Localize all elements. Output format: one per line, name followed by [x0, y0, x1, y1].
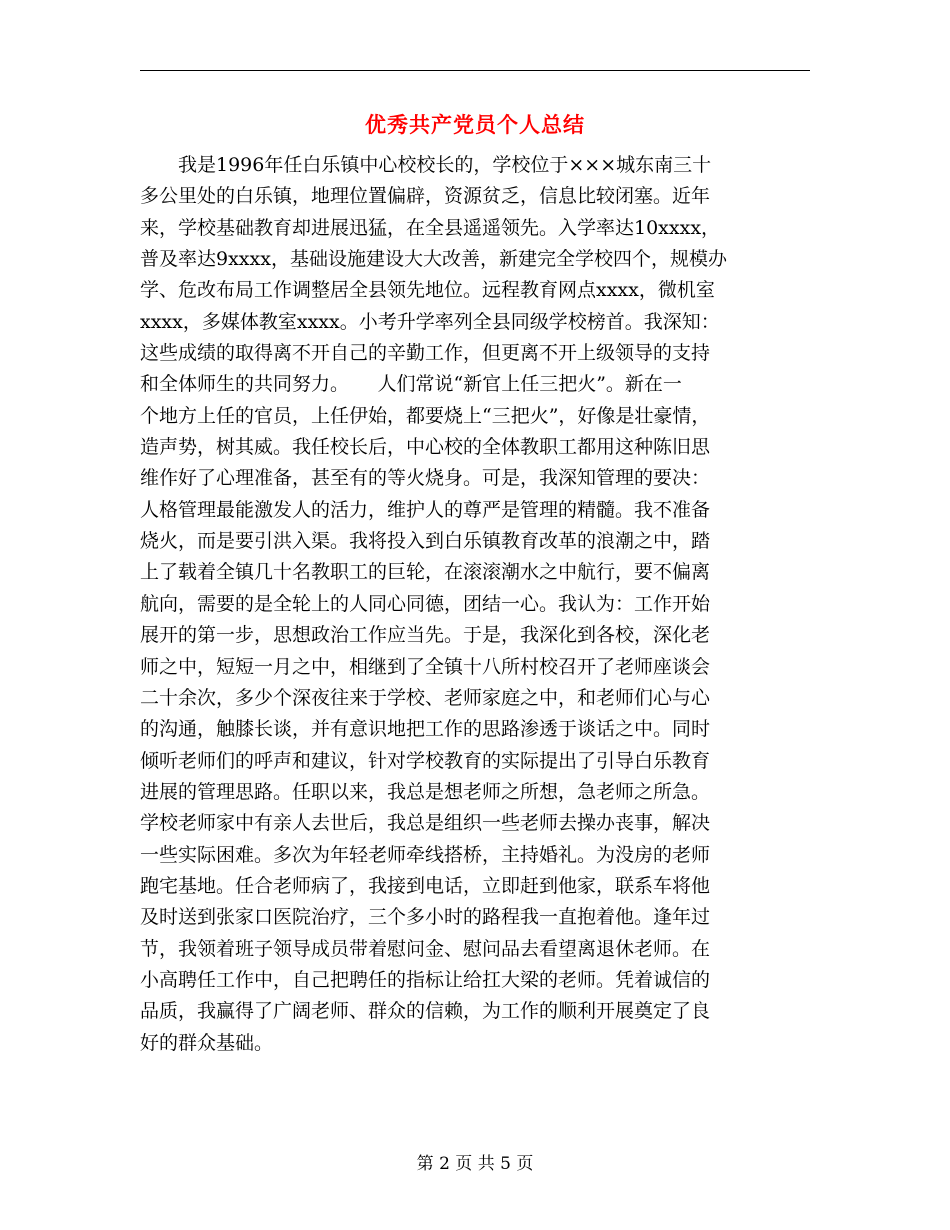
document-body: [140, 150, 820, 1059]
body-line-22: 学校老师家中有亲人去世后，我总是组织一些老师去操办丧事，解决: [140, 812, 711, 835]
body-line-26: 节，我领着班子领导成员带着慰问金、慰问品去看望离退休老师。在: [140, 937, 711, 960]
document-title: 优秀共产党员个人总结: [365, 112, 585, 137]
body-line-10: 造声势，树其威。我任校长后，中心校的全体教职工都用这种陈旧思: [140, 436, 711, 459]
body-line-4: 普及率达9xxxx，基础设施建设大大改善，新建完全学校四个，规模办: [140, 248, 727, 271]
body-line-8: 和全体师生的共同努力。 人们常说“新官上任三把火”。新在一: [140, 373, 682, 396]
body-line-27: 小高聘任工作中，自己把聘任的指标让给扛大梁的老师。凭着诚信的: [140, 968, 711, 991]
body-line-3: 来，学校基础教育却进展迅猛，在全县遥遥领先。入学率达10xxxx，: [140, 216, 721, 239]
page-number-footer: 第 2 页 共 5 页: [416, 1154, 534, 1174]
body-line-13: 烧火，而是要引洪入渠。我将投入到白乐镇教育改革的浪潮之中，踏: [140, 530, 711, 553]
body-line-14: 上了载着全镇几十名教职工的巨轮，在滚滚潮水之中航行，要不偏离: [140, 561, 711, 584]
body-line-23: 一些实际困难。多次为年轻老师牵线搭桥，主持婚礼。为没房的老师: [140, 843, 711, 866]
body-line-12: 人格管理最能激发人的活力，维护人的尊严是管理的精髓。我不准备: [140, 498, 711, 521]
body-line-16: 展开的第一步，思想政治工作应当先。于是，我深化到各校，深化老: [140, 624, 711, 647]
body-line-21: 进展的管理思路。任职以来，我总是想老师之所想，急老师之所急。: [140, 780, 711, 803]
body-line-24: 跑宅基地。任合老师病了，我接到电话，立即赶到他家，联系车将他: [140, 874, 711, 897]
body-line-20: 倾听老师们的呼声和建议，针对学校教育的实际提出了引导白乐教育: [140, 749, 711, 772]
body-line-6: xxxx，多媒体教室xxxx。小考升学率列全县同级学校榜首。我深知：: [140, 310, 720, 333]
body-line-7: 这些成绩的取得离不开自己的辛勤工作，但更离不开上级领导的支持: [140, 342, 711, 365]
header-rule: [140, 70, 810, 71]
body-line-11: 维作好了心理准备，甚至有的等火烧身。可是，我深知管理的要决：: [140, 467, 711, 490]
body-line-2: 多公里处的白乐镇，地理位置偏辟，资源贫乏，信息比较闭塞。近年: [140, 185, 711, 208]
body-line-29: 好的群众基础。: [140, 1031, 274, 1054]
body-line-1: 我是1996年任白乐镇中心校校长的，学校位于×××城东南三十: [140, 154, 712, 176]
body-line-18: 二十余次，多少个深夜往来于学校、老师家庭之中，和老师们心与心: [140, 686, 711, 709]
body-line-5: 学、危改布局工作调整居全县领先地位。远程教育网点xxxx，微机室: [140, 279, 715, 302]
body-line-28: 品质，我赢得了广阔老师、群众的信赖，为工作的顺利开展奠定了良: [140, 1000, 711, 1023]
body-line-9: 个地方上任的官员，上任伊始，都要烧上“三把火”，好像是壮豪情，: [140, 404, 711, 427]
body-line-17: 师之中，短短一月之中，相继到了全镇十八所村校召开了老师座谈会: [140, 655, 711, 678]
body-line-19: 的沟通，触膝长谈，并有意识地把工作的思路渗透于谈话之中。同时: [140, 718, 711, 741]
body-line-15: 航向，需要的是全轮上的人同心同德，团结一心。我认为：工作开始: [140, 592, 711, 615]
body-line-25: 及时送到张家口医院治疗，三个多小时的路程我一直抱着他。逢年过: [140, 906, 711, 929]
